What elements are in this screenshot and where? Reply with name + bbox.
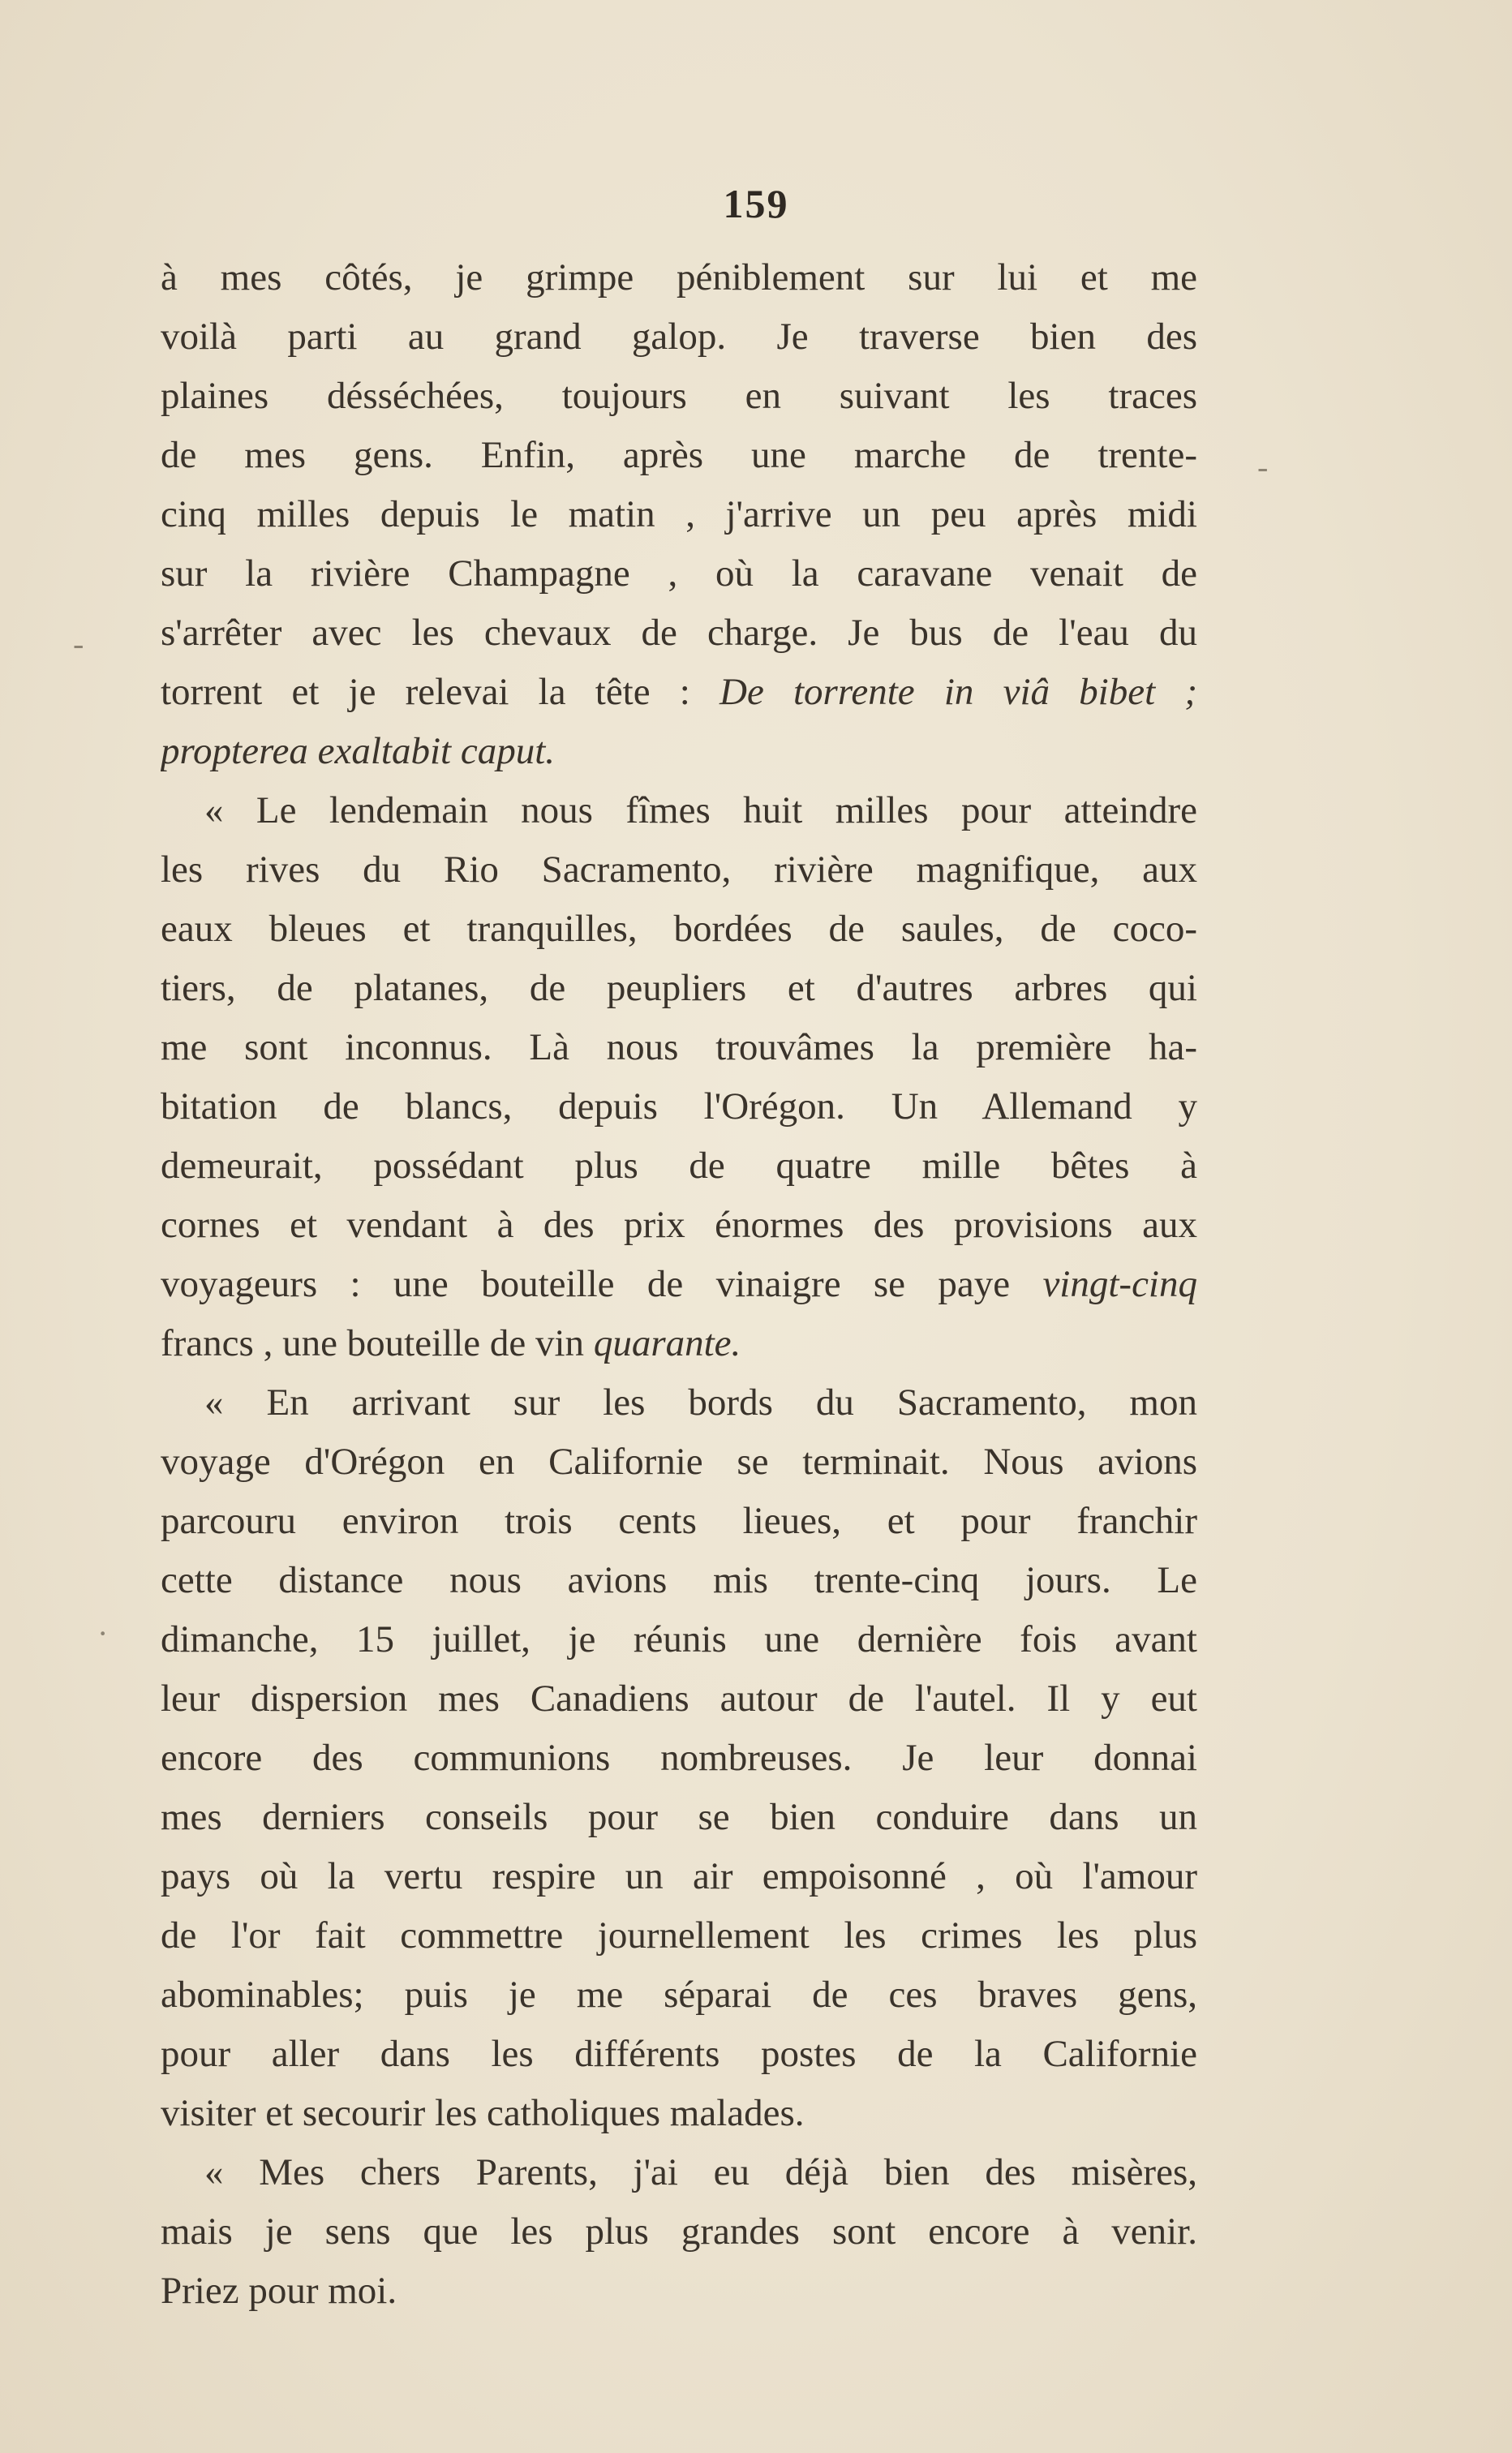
text-run: francs , une bouteille de vin	[161, 1322, 594, 1364]
text-line	[161, 900, 1197, 959]
paragraph-first-line	[161, 2143, 1197, 2202]
text-run: Priez pour moi.	[161, 2270, 397, 2312]
text-run: voyage d'Orégon en Californie se terminait. Nous avions	[161, 1441, 1197, 1483]
text-run: voilà parti au grand galop. Je traverse bien des	[161, 316, 1197, 358]
text-line	[161, 1077, 1197, 1136]
text-run: encore des communions nombreuses. Je leur donnai	[161, 1737, 1197, 1779]
text-line	[161, 2262, 1197, 2321]
text-line	[161, 840, 1197, 900]
paragraph-first-line	[161, 1373, 1197, 1433]
italic-text: De torrente in viâ bibet ;	[719, 671, 1197, 713]
text-run: parcouru environ trois cents lieues, et pour franchir	[161, 1500, 1197, 1542]
text-run: à mes côtés, je grimpe péniblement sur lui et me	[161, 256, 1197, 299]
text-run: mais je sens que les plus grandes sont encore à venir.	[161, 2210, 1197, 2253]
text-line	[161, 1788, 1197, 1847]
text-run: visiter et secourir les catholiques malades.	[161, 2092, 805, 2134]
text-line	[161, 1729, 1197, 1788]
text-run: eaux bleues et tranquilles, bordées de saules, de coco-	[161, 908, 1197, 950]
text-run: pays où la vertu respire un air empoisonné , où l'amour	[161, 1855, 1197, 1897]
margin-mark: -	[1257, 449, 1269, 485]
text-run: « Mes chers Parents, j'ai eu déjà bien des misères,	[204, 2151, 1197, 2193]
text-line	[161, 307, 1197, 367]
text-run: plaines désséchées, toujours en suivant les traces	[161, 375, 1197, 417]
italic-text: propterea exaltabit caput.	[161, 730, 555, 772]
text-line	[161, 663, 1197, 722]
text-line	[161, 1610, 1197, 1669]
page-number: 159	[723, 181, 789, 226]
text-line	[161, 485, 1197, 544]
text-run: pour aller dans les différents postes de la Californie	[161, 2033, 1197, 2075]
text-line	[161, 1196, 1197, 1255]
text-line	[161, 248, 1197, 307]
text-run: « En arrivant sur les bords du Sacramento, mon	[204, 1381, 1197, 1424]
margin-mark: -	[73, 625, 84, 662]
text-run: mes derniers conseils pour se bien conduire dans un	[161, 1796, 1197, 1838]
text-run: « Le lendemain nous fîmes huit milles pour atteindre	[204, 789, 1197, 831]
italic-text: quarante.	[593, 1322, 741, 1364]
margin-mark: ·	[97, 1615, 109, 1652]
text-line	[161, 544, 1197, 604]
text-line	[161, 604, 1197, 663]
text-line	[161, 1669, 1197, 1729]
text-line	[161, 1314, 1197, 1373]
text-run: cinq milles depuis le matin , j'arrive un peu après midi	[161, 493, 1197, 535]
text-line	[161, 1255, 1197, 1314]
text-line	[161, 1433, 1197, 1492]
italic-text: vingt-cinq	[1042, 1263, 1197, 1305]
text-line	[161, 1906, 1197, 1965]
text-run: tiers, de platanes, de peupliers et d'autres arbres qui	[161, 967, 1197, 1009]
body-text	[161, 248, 1197, 2321]
text-run: de mes gens. Enfin, après une marche de trente-	[161, 434, 1197, 476]
text-run: bitation de blancs, depuis l'Orégon. Un Allemand y	[161, 1085, 1197, 1128]
text-line	[161, 722, 1197, 781]
text-line	[161, 1136, 1197, 1196]
text-line	[161, 1492, 1197, 1551]
text-run: cornes et vendant à des prix énormes des provisions aux	[161, 1204, 1197, 1246]
text-run: demeurait, possédant plus de quatre mille bêtes à	[161, 1145, 1197, 1187]
text-run: voyageurs : une bouteille de vinaigre se paye	[161, 1263, 1043, 1305]
text-line	[161, 426, 1197, 485]
text-run: leur dispersion mes Canadiens autour de l'autel. Il y eut	[161, 1678, 1197, 1720]
text-run: de l'or fait commettre journellement les crimes les plus	[161, 1914, 1197, 1957]
text-line	[161, 1018, 1197, 1077]
text-line	[161, 959, 1197, 1018]
text-line	[161, 1965, 1197, 2025]
text-line	[161, 2025, 1197, 2084]
text-run: dimanche, 15 juillet, je réunis une dernière fois avant	[161, 1618, 1197, 1660]
text-run: les rives du Rio Sacramento, rivière magnifique, aux	[161, 848, 1197, 891]
text-run: me sont inconnus. Là nous trouvâmes la première ha-	[161, 1026, 1197, 1068]
text-run: sur la rivière Champagne , où la caravane venait de	[161, 552, 1197, 595]
text-line	[161, 2202, 1197, 2262]
text-line	[161, 2084, 1197, 2143]
text-line	[161, 1847, 1197, 1906]
text-run: abominables; puis je me séparai de ces braves gens,	[161, 1974, 1197, 2016]
text-run: s'arrêter avec les chevaux de charge. Je bus de l'eau du	[161, 612, 1197, 654]
paragraph-first-line	[161, 781, 1197, 840]
text-line	[161, 367, 1197, 426]
text-run: torrent et je relevai la tête :	[161, 671, 720, 713]
text-line	[161, 1551, 1197, 1610]
text-run: cette distance nous avions mis trente-cinq jours. Le	[161, 1559, 1197, 1601]
